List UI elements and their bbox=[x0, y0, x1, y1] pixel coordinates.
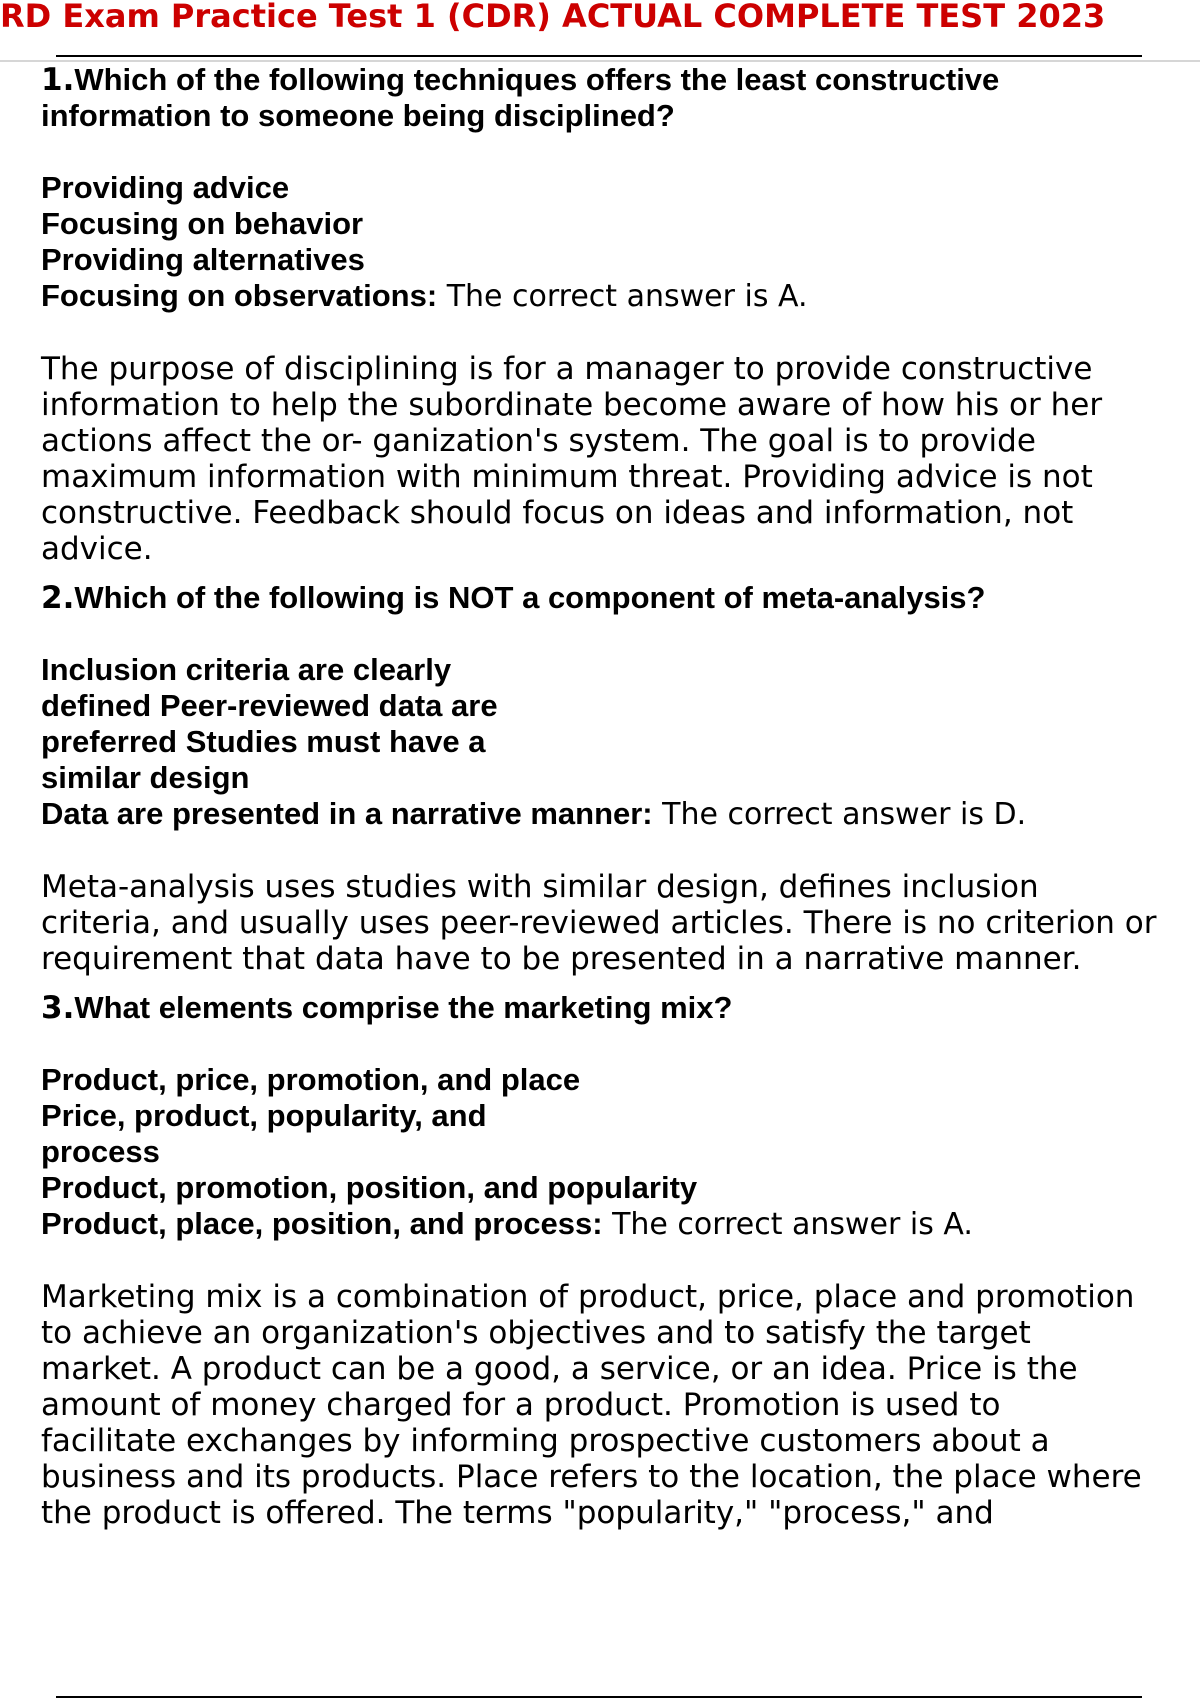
question-prompt: Which of the following techniques offers the least constructive information to someone being disciplined? bbox=[41, 62, 1000, 133]
correct-answer: The correct answer is A. bbox=[437, 279, 808, 314]
option-c: Providing alternatives bbox=[41, 242, 365, 277]
answer-options bbox=[41, 1062, 1191, 1243]
question-list bbox=[41, 62, 1191, 1531]
option-d: Data are presented in a narrative manner: bbox=[41, 796, 653, 831]
correct-answer: The correct answer is A. bbox=[602, 1207, 973, 1242]
option-b: Focusing on behavior bbox=[41, 206, 364, 241]
answer-explanation: Marketing mix is a combination of product, price, place and promotion to achieve an organization's objectives and to satisfy the target market. A product can be a good, a service, or an idea. Price is the amount of money charged for a product. Promotion is used to facilitate exchanges by informing prospective customers about a business and its products. Place refers to the location, the place where the product is offered. The terms "popularity," "process," and bbox=[41, 1279, 1142, 1531]
answer-explanation: Meta-analysis uses studies with similar design, defines inclusion criteria, and usually uses peer-reviewed articles. There is no criterion or requirement that data have to be presented in a narrative manner. bbox=[41, 869, 1157, 977]
option-d-with-answer bbox=[41, 1206, 1191, 1243]
option-b: Price, product, popularity, and process bbox=[41, 1098, 487, 1169]
question-prompt: What elements comprise the marketing mix? bbox=[74, 990, 733, 1025]
answer-options bbox=[41, 170, 1191, 315]
option-a: Product, price, promotion, and place bbox=[41, 1062, 581, 1097]
correct-answer: The correct answer is D. bbox=[652, 797, 1027, 832]
option-d-with-answer bbox=[41, 278, 1191, 315]
question-text bbox=[41, 580, 1121, 616]
options-a-to-c: Inclusion criteria are clearly defined Peer-reviewed data are preferred Studies must have a similar design bbox=[41, 652, 498, 795]
question-block-1 bbox=[41, 62, 1191, 580]
question-text bbox=[41, 990, 1121, 1026]
footer-rule bbox=[56, 1696, 1142, 1698]
option-d: Product, place, position, and process: bbox=[41, 1206, 603, 1241]
question-text bbox=[41, 62, 1121, 134]
question-number: 1. bbox=[41, 62, 75, 98]
answer-options bbox=[41, 652, 1191, 833]
header-rule bbox=[56, 55, 1142, 57]
option-d-with-answer bbox=[41, 796, 1191, 833]
option-c: Product, promotion, position, and popularity bbox=[41, 1170, 698, 1205]
question-block-3 bbox=[41, 990, 1191, 1531]
question-block-2 bbox=[41, 580, 1191, 990]
document-title: RD Exam Practice Test 1 (CDR) ACTUAL COMPLETE TEST 2023 bbox=[0, 0, 1106, 35]
question-prompt: Which of the following is NOT a component of meta-analysis? bbox=[74, 580, 986, 615]
question-number: 2. bbox=[41, 580, 75, 616]
option-a: Providing advice bbox=[41, 170, 290, 205]
option-d: Focusing on observations: bbox=[41, 278, 438, 313]
answer-explanation: The purpose of disciplining is for a manager to provide constructive information to help the subordinate become aware of how his or her actions affect the or- ganization's system. The goal is to provide maximum information with minimum threat. Providing advice is not constructive. Feedback should focus on ideas and information, not advice. bbox=[41, 351, 1103, 567]
question-number: 3. bbox=[41, 990, 75, 1026]
